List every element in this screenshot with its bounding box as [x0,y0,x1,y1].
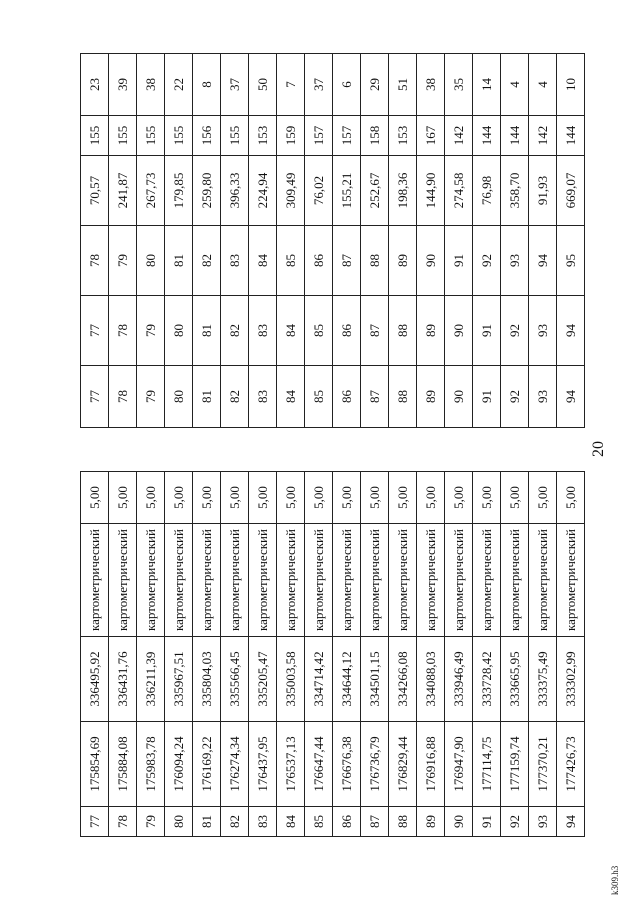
length-cell: 358,70 [501,156,529,226]
point-number-cell: 80 [165,807,193,837]
y-coordinate-cell: 335804,03 [193,637,221,722]
length-cell: 155,21 [333,156,361,226]
table-divider [165,428,193,472]
segment-number-cell: 81 [193,366,221,428]
point-number-cell: 92 [501,807,529,837]
point-number-cell: 85 [305,807,333,837]
table-row [165,54,193,837]
length-cell: 91,93 [529,156,557,226]
angle-minutes-cell: 37 [305,54,333,116]
y-coordinate-cell: 335566,45 [221,637,249,722]
x-coordinate-cell: 175884,08 [109,722,137,807]
table-divider [249,428,277,472]
segment-number-cell: 82 [221,366,249,428]
y-coordinate-cell: 336211,39 [137,637,165,722]
table-row [305,54,333,837]
point-number-cell: 91 [473,807,501,837]
from-point-cell: 78 [109,296,137,366]
table-divider [361,428,389,472]
angle-minutes-cell: 8 [193,54,221,116]
to-point-cell: 80 [137,226,165,296]
point-number-cell: 94 [557,807,585,837]
angle-minutes-cell: 37 [221,54,249,116]
x-coordinate-cell: 176169,22 [193,722,221,807]
page-number: 20 [590,441,607,457]
angle-minutes-cell: 6 [333,54,361,116]
accuracy-cell: 5,00 [333,472,361,524]
point-number-cell: 83 [249,807,277,837]
length-cell: 76,98 [473,156,501,226]
accuracy-cell: 5,00 [417,472,445,524]
segment-number-cell: 94 [557,366,585,428]
y-coordinate-cell: 335003,58 [277,637,305,722]
accuracy-cell: 5,00 [501,472,529,524]
table-row [249,54,277,837]
angle-degrees-cell: 144 [557,116,585,156]
point-number-cell: 88 [389,807,417,837]
y-coordinate-cell: 333302,99 [557,637,585,722]
length-cell: 309,49 [277,156,305,226]
method-cell: картометрический [361,524,389,637]
angle-degrees-cell: 156 [193,116,221,156]
length-cell: 70,57 [81,156,109,226]
table-row [221,54,249,837]
x-coordinate-cell: 176437,95 [249,722,277,807]
y-coordinate-cell: 333946,49 [445,637,473,722]
to-point-cell: 94 [529,226,557,296]
y-coordinate-cell: 335205,47 [249,637,277,722]
angle-degrees-cell: 158 [361,116,389,156]
angle-minutes-cell: 29 [361,54,389,116]
table-divider [445,428,473,472]
angle-degrees-cell: 155 [221,116,249,156]
from-point-cell: 81 [193,296,221,366]
angle-degrees-cell: 155 [137,116,165,156]
x-coordinate-cell: 176647,44 [305,722,333,807]
table-divider [277,428,305,472]
length-cell: 267,73 [137,156,165,226]
table-row [529,54,557,837]
table-divider [193,428,221,472]
point-number-cell: 82 [221,807,249,837]
segment-number-cell: 87 [361,366,389,428]
document-stamp: k309.h3 [610,865,620,895]
to-point-cell: 93 [501,226,529,296]
accuracy-cell: 5,00 [277,472,305,524]
table-row [473,54,501,837]
length-cell: 259,80 [193,156,221,226]
y-coordinate-cell: 336495,92 [81,637,109,722]
table-divider [473,428,501,472]
length-cell: 224,94 [249,156,277,226]
to-point-cell: 88 [361,226,389,296]
from-point-cell: 79 [137,296,165,366]
to-point-cell: 89 [389,226,417,296]
table-divider [417,428,445,472]
y-coordinate-cell: 333375,49 [529,637,557,722]
to-point-cell: 81 [165,226,193,296]
from-point-cell: 94 [557,296,585,366]
to-point-cell: 91 [445,226,473,296]
length-cell: 144,90 [417,156,445,226]
from-point-cell: 84 [277,296,305,366]
from-point-cell: 90 [445,296,473,366]
point-number-cell: 79 [137,807,165,837]
method-cell: картометрический [501,524,529,637]
table-divider [529,428,557,472]
table-row [361,54,389,837]
table-divider [305,428,333,472]
table-divider [333,428,361,472]
y-coordinate-cell: 334714,42 [305,637,333,722]
table-row [557,54,585,837]
segment-number-cell: 91 [473,366,501,428]
method-cell: картометрический [445,524,473,637]
accuracy-cell: 5,00 [529,472,557,524]
to-point-cell: 85 [277,226,305,296]
segment-number-cell: 77 [81,366,109,428]
method-cell: картометрический [249,524,277,637]
method-cell: картометрический [137,524,165,637]
length-cell: 241,87 [109,156,137,226]
segment-number-cell: 88 [389,366,417,428]
segment-number-cell: 83 [249,366,277,428]
to-point-cell: 92 [473,226,501,296]
x-coordinate-cell: 177426,73 [557,722,585,807]
method-cell: картометрический [417,524,445,637]
angle-minutes-cell: 14 [473,54,501,116]
table-row [501,54,529,837]
point-number-cell: 84 [277,807,305,837]
accuracy-cell: 5,00 [137,472,165,524]
to-point-cell: 90 [417,226,445,296]
angle-degrees-cell: 142 [529,116,557,156]
length-cell: 396,33 [221,156,249,226]
length-cell: 198,36 [389,156,417,226]
x-coordinate-cell: 176094,24 [165,722,193,807]
angle-minutes-cell: 39 [109,54,137,116]
angle-degrees-cell: 159 [277,116,305,156]
method-cell: картометрический [109,524,137,637]
y-coordinate-cell: 335967,51 [165,637,193,722]
angle-minutes-cell: 23 [81,54,109,116]
to-point-cell: 86 [305,226,333,296]
to-point-cell: 79 [109,226,137,296]
angle-degrees-cell: 157 [333,116,361,156]
accuracy-cell: 5,00 [221,472,249,524]
table-divider [137,428,165,472]
to-point-cell: 83 [221,226,249,296]
angle-degrees-cell: 155 [109,116,137,156]
angle-minutes-cell: 4 [529,54,557,116]
table-row [417,54,445,837]
from-point-cell: 88 [389,296,417,366]
point-number-cell: 87 [361,807,389,837]
to-point-cell: 78 [81,226,109,296]
length-cell: 274,58 [445,156,473,226]
angle-minutes-cell: 4 [501,54,529,116]
angle-degrees-cell: 155 [165,116,193,156]
accuracy-cell: 5,00 [249,472,277,524]
y-coordinate-cell: 333728,42 [473,637,501,722]
to-point-cell: 82 [193,226,221,296]
segment-number-cell: 89 [417,366,445,428]
segment-number-cell: 86 [333,366,361,428]
x-coordinate-cell: 175983,78 [137,722,165,807]
angle-minutes-cell: 38 [137,54,165,116]
x-coordinate-cell: 176916,88 [417,722,445,807]
from-point-cell: 92 [501,296,529,366]
segment-number-cell: 92 [501,366,529,428]
method-cell: картометрический [389,524,417,637]
length-cell: 669,07 [557,156,585,226]
y-coordinate-cell: 333665,95 [501,637,529,722]
to-point-cell: 84 [249,226,277,296]
to-point-cell: 87 [333,226,361,296]
from-point-cell: 86 [333,296,361,366]
method-cell: картометрический [473,524,501,637]
y-coordinate-cell: 334501,15 [361,637,389,722]
coordinates-table [80,53,585,837]
angle-minutes-cell: 51 [389,54,417,116]
table-row [389,54,417,837]
method-cell: картометрический [333,524,361,637]
table-divider [221,428,249,472]
angle-degrees-cell: 144 [473,116,501,156]
point-number-cell: 89 [417,807,445,837]
angle-degrees-cell: 167 [417,116,445,156]
table-divider [557,428,585,472]
x-coordinate-cell: 177370,21 [529,722,557,807]
method-cell: картометрический [277,524,305,637]
table-row [277,54,305,837]
segment-number-cell: 78 [109,366,137,428]
accuracy-cell: 5,00 [81,472,109,524]
from-point-cell: 89 [417,296,445,366]
from-point-cell: 87 [361,296,389,366]
from-point-cell: 80 [165,296,193,366]
table-row [109,54,137,837]
table-divider [501,428,529,472]
segment-number-cell: 79 [137,366,165,428]
y-coordinate-cell: 336431,76 [109,637,137,722]
segment-number-cell: 90 [445,366,473,428]
x-coordinate-cell: 176829,44 [389,722,417,807]
table-divider [389,428,417,472]
angle-minutes-cell: 38 [417,54,445,116]
accuracy-cell: 5,00 [557,472,585,524]
table-body [81,54,585,837]
x-coordinate-cell: 177114,75 [473,722,501,807]
angle-minutes-cell: 35 [445,54,473,116]
angle-minutes-cell: 10 [557,54,585,116]
accuracy-cell: 5,00 [165,472,193,524]
x-coordinate-cell: 176537,13 [277,722,305,807]
x-coordinate-cell: 176676,38 [333,722,361,807]
table-row [333,54,361,837]
method-cell: картометрический [557,524,585,637]
angle-degrees-cell: 157 [305,116,333,156]
accuracy-cell: 5,00 [109,472,137,524]
x-coordinate-cell: 175854,69 [81,722,109,807]
y-coordinate-cell: 334088,03 [417,637,445,722]
from-point-cell: 91 [473,296,501,366]
from-point-cell: 85 [305,296,333,366]
y-coordinate-cell: 334644,12 [333,637,361,722]
angle-minutes-cell: 22 [165,54,193,116]
method-cell: картометрический [221,524,249,637]
accuracy-cell: 5,00 [445,472,473,524]
accuracy-cell: 5,00 [361,472,389,524]
table-divider [81,428,109,472]
angle-degrees-cell: 144 [501,116,529,156]
length-cell: 252,67 [361,156,389,226]
angle-degrees-cell: 155 [81,116,109,156]
segment-number-cell: 93 [529,366,557,428]
table-row [81,54,109,837]
length-cell: 179,85 [165,156,193,226]
method-cell: картометрический [529,524,557,637]
point-number-cell: 81 [193,807,221,837]
angle-degrees-cell: 153 [249,116,277,156]
from-point-cell: 83 [249,296,277,366]
x-coordinate-cell: 177159,74 [501,722,529,807]
accuracy-cell: 5,00 [389,472,417,524]
segment-number-cell: 80 [165,366,193,428]
segment-number-cell: 85 [305,366,333,428]
method-cell: картометрический [193,524,221,637]
to-point-cell: 95 [557,226,585,296]
y-coordinate-cell: 334266,08 [389,637,417,722]
table-divider [109,428,137,472]
length-cell: 76,02 [305,156,333,226]
x-coordinate-cell: 176947,90 [445,722,473,807]
x-coordinate-cell: 176736,79 [361,722,389,807]
point-number-cell: 93 [529,807,557,837]
point-number-cell: 77 [81,807,109,837]
method-cell: картометрический [81,524,109,637]
accuracy-cell: 5,00 [305,472,333,524]
point-number-cell: 86 [333,807,361,837]
x-coordinate-cell: 176274,34 [221,722,249,807]
table-row [137,54,165,837]
point-number-cell: 90 [445,807,473,837]
segment-number-cell: 84 [277,366,305,428]
table-row [445,54,473,837]
angle-degrees-cell: 153 [389,116,417,156]
angle-minutes-cell: 7 [277,54,305,116]
accuracy-cell: 5,00 [193,472,221,524]
method-cell: картометрический [165,524,193,637]
angle-degrees-cell: 142 [445,116,473,156]
from-point-cell: 77 [81,296,109,366]
table-row [193,54,221,837]
from-point-cell: 93 [529,296,557,366]
method-cell: картометрический [305,524,333,637]
point-number-cell: 78 [109,807,137,837]
accuracy-cell: 5,00 [473,472,501,524]
from-point-cell: 82 [221,296,249,366]
angle-minutes-cell: 50 [249,54,277,116]
